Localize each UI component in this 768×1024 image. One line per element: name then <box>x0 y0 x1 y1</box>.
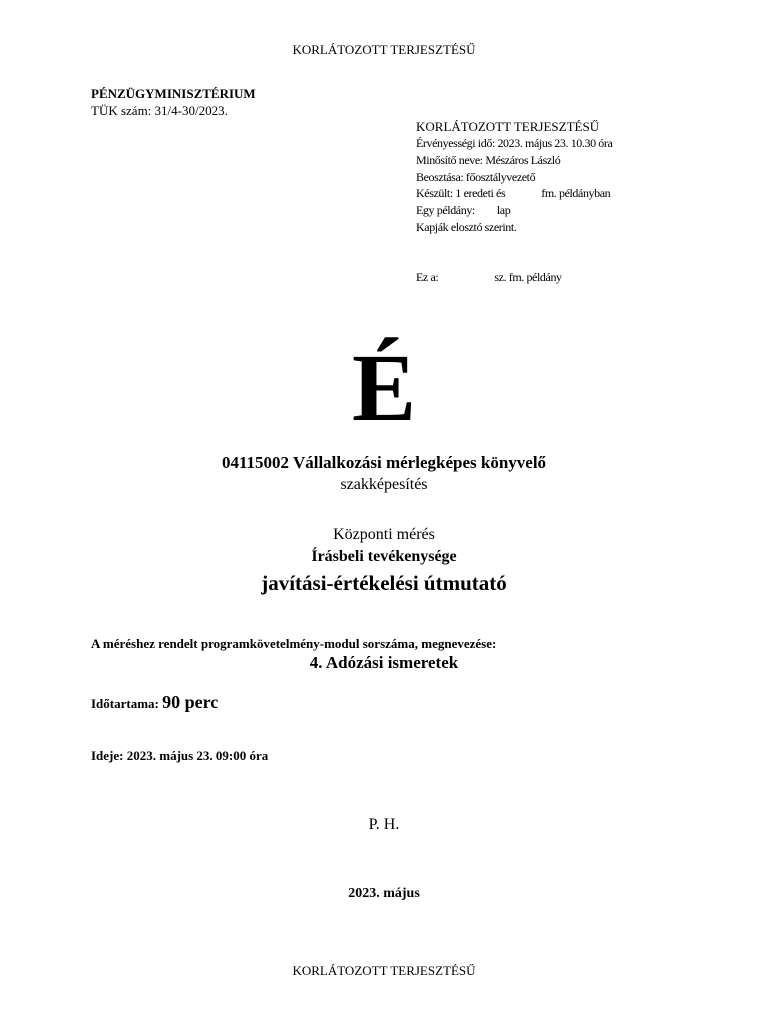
made-prefix: Készült: 1 eredeti és <box>416 186 506 200</box>
issue-date: 2023. május <box>348 886 420 901</box>
this-is-suffix: sz. fm. példány <box>494 270 562 284</box>
one-copy-prefix: Egy példány: <box>416 203 475 217</box>
exam-activity: Írásbeli tevékenysége <box>311 548 457 565</box>
distribution-line: Kapják elosztó szerint. <box>416 220 517 234</box>
one-copy-line <box>416 202 510 219</box>
exam-type: Központi mérés <box>333 526 435 543</box>
this-is-prefix: Ez a: <box>416 270 439 284</box>
copy-number-line <box>416 269 562 286</box>
one-copy-suffix: lap <box>496 203 511 217</box>
exam-date: Ideje: 2023. május 23. 09:00 óra <box>91 748 269 763</box>
qualification-title: 04115002 Vállalkozási mérlegképes könyvelő <box>221 453 547 472</box>
guide-title: javítási-értékelési útmutató <box>261 571 507 595</box>
duration-line: Időtartama: 90 perc <box>91 692 219 712</box>
position-line: Beosztása: főosztályvezető <box>416 170 536 184</box>
qualification-subtitle: szakképesítés <box>340 476 428 493</box>
module-name: 4. Adózási ismeretek <box>309 653 459 672</box>
duration-label: Időtartama <box>91 696 155 711</box>
module-label: A méréshez rendelt programkövetelmény-modul sorszáma, megnevezése: <box>91 636 497 651</box>
stamp-mark: P. H. <box>368 816 400 833</box>
duration-value: 90 perc <box>162 692 219 712</box>
level-letter: É <box>351 334 417 441</box>
classifier-line: Minősítő neve: Mészáros László <box>416 153 561 167</box>
block-classification: KORLÁTOZOTT TERJESZTÉSŰ <box>416 119 600 134</box>
tuk-number: TÜK szám: 31/4-30/2023. <box>91 103 228 118</box>
made-suffix: fm. példányban <box>541 186 611 200</box>
header-classification: KORLÁTOZOTT TERJESZTÉSŰ <box>292 42 476 57</box>
ministry-name: PÉNZÜGYMINISZTÉRIUM <box>91 86 256 101</box>
footer-classification: KORLÁTOZOTT TERJESZTÉSŰ <box>292 963 476 978</box>
made-line <box>416 185 610 202</box>
validity-line: Érvényességi idő: 2023. május 23. 10.30 óra <box>416 136 613 150</box>
